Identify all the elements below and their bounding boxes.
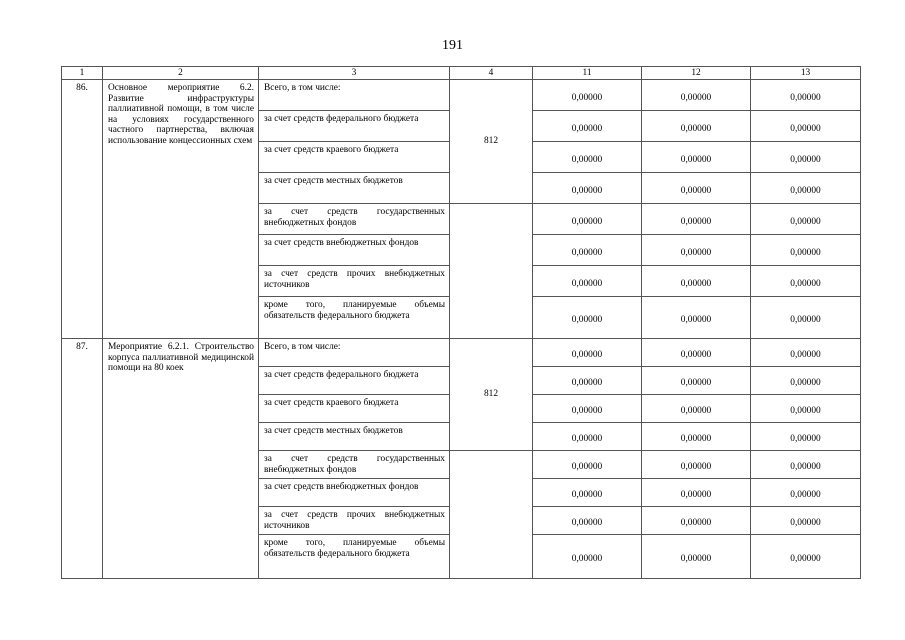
value-col-12: 0,00000 bbox=[642, 367, 751, 395]
value-col-13: 0,00000 bbox=[751, 173, 861, 204]
activity-description: Мероприятие 6.2.1. Строительство корпуса паллиативной медицинской помощи на 80 коек bbox=[103, 339, 259, 579]
header-col-1: 1 bbox=[62, 67, 103, 80]
value-col-11: 0,00000 bbox=[533, 535, 642, 579]
header-col-4: 4 bbox=[450, 67, 533, 80]
activity-description: Основное мероприятие 6.2. Развитие инфраструктуры паллиативной помощи, в том числе на условиях государственного частного партнерства, включая использование концессионных схем bbox=[103, 80, 259, 339]
budget-code: 812 bbox=[450, 80, 533, 204]
value-col-11: 0,00000 bbox=[533, 297, 642, 339]
funding-source-label: за счет средств местных бюджетов bbox=[259, 173, 450, 204]
value-col-12: 0,00000 bbox=[642, 142, 751, 173]
funding-source-label: за счет средств местных бюджетов bbox=[259, 423, 450, 451]
value-col-12: 0,00000 bbox=[642, 395, 751, 423]
table-row bbox=[62, 339, 861, 367]
row-number: 86. bbox=[62, 80, 103, 339]
funding-source-label: кроме того, планируемые объемы обязательств федерального бюджета bbox=[259, 297, 450, 339]
funding-source-label: за счет средств внебюджетных фондов bbox=[259, 479, 450, 507]
value-col-13: 0,00000 bbox=[751, 266, 861, 297]
header-col-3: 3 bbox=[259, 67, 450, 80]
value-col-13: 0,00000 bbox=[751, 423, 861, 451]
value-col-11: 0,00000 bbox=[533, 395, 642, 423]
value-col-11: 0,00000 bbox=[533, 142, 642, 173]
value-col-13: 0,00000 bbox=[751, 339, 861, 367]
value-col-12: 0,00000 bbox=[642, 173, 751, 204]
value-col-13: 0,00000 bbox=[751, 297, 861, 339]
value-col-12: 0,00000 bbox=[642, 451, 751, 479]
table-row bbox=[62, 80, 861, 111]
value-col-12: 0,00000 bbox=[642, 535, 751, 579]
value-col-12: 0,00000 bbox=[642, 266, 751, 297]
row-number: 87. bbox=[62, 339, 103, 579]
value-col-12: 0,00000 bbox=[642, 297, 751, 339]
value-col-11: 0,00000 bbox=[533, 479, 642, 507]
funding-source-label: Всего, в том числе: bbox=[259, 80, 450, 111]
value-col-11: 0,00000 bbox=[533, 266, 642, 297]
value-col-13: 0,00000 bbox=[751, 111, 861, 142]
value-col-11: 0,00000 bbox=[533, 204, 642, 235]
funding-source-label: за счет средств прочих внебюджетных источников bbox=[259, 507, 450, 535]
page-number: 191 bbox=[442, 38, 463, 53]
funding-source-label: за счет средств прочих внебюджетных источников bbox=[259, 266, 450, 297]
budget-code-empty bbox=[450, 451, 533, 579]
value-col-11: 0,00000 bbox=[533, 507, 642, 535]
header-col-11: 11 bbox=[533, 67, 642, 80]
header-row bbox=[62, 67, 861, 80]
value-col-13: 0,00000 bbox=[751, 535, 861, 579]
budget-code-empty bbox=[450, 204, 533, 339]
value-col-13: 0,00000 bbox=[751, 395, 861, 423]
budget-code: 812 bbox=[450, 339, 533, 451]
value-col-13: 0,00000 bbox=[751, 479, 861, 507]
value-col-13: 0,00000 bbox=[751, 235, 861, 266]
header-col-2: 2 bbox=[103, 67, 259, 80]
value-col-11: 0,00000 bbox=[533, 235, 642, 266]
funding-source-label: за счет средств краевого бюджета bbox=[259, 395, 450, 423]
funding-source-label: за счет средств краевого бюджета bbox=[259, 142, 450, 173]
value-col-11: 0,00000 bbox=[533, 80, 642, 111]
funding-source-label: Всего, в том числе: bbox=[259, 339, 450, 367]
value-col-12: 0,00000 bbox=[642, 80, 751, 111]
funding-source-label: за счет средств государственных внебюджетных фондов bbox=[259, 204, 450, 235]
value-col-11: 0,00000 bbox=[533, 423, 642, 451]
value-col-11: 0,00000 bbox=[533, 173, 642, 204]
value-col-11: 0,00000 bbox=[533, 339, 642, 367]
value-col-11: 0,00000 bbox=[533, 451, 642, 479]
value-col-11: 0,00000 bbox=[533, 367, 642, 395]
header-col-13: 13 bbox=[751, 67, 861, 80]
value-col-11: 0,00000 bbox=[533, 111, 642, 142]
table-header bbox=[62, 67, 861, 80]
funding-source-label: кроме того, планируемые объемы обязательств федерального бюджета bbox=[259, 535, 450, 579]
funding-source-label: за счет средств федерального бюджета bbox=[259, 111, 450, 142]
value-col-13: 0,00000 bbox=[751, 507, 861, 535]
budget-table bbox=[61, 66, 861, 579]
funding-source-label: за счет средств федерального бюджета bbox=[259, 367, 450, 395]
table-body bbox=[62, 80, 861, 579]
value-col-13: 0,00000 bbox=[751, 142, 861, 173]
value-col-12: 0,00000 bbox=[642, 111, 751, 142]
value-col-12: 0,00000 bbox=[642, 423, 751, 451]
value-col-12: 0,00000 bbox=[642, 204, 751, 235]
value-col-12: 0,00000 bbox=[642, 235, 751, 266]
funding-source-label: за счет средств внебюджетных фондов bbox=[259, 235, 450, 266]
value-col-13: 0,00000 bbox=[751, 80, 861, 111]
value-col-13: 0,00000 bbox=[751, 451, 861, 479]
header-col-12: 12 bbox=[642, 67, 751, 80]
value-col-13: 0,00000 bbox=[751, 204, 861, 235]
value-col-13: 0,00000 bbox=[751, 367, 861, 395]
value-col-12: 0,00000 bbox=[642, 507, 751, 535]
funding-source-label: за счет средств государственных внебюджетных фондов bbox=[259, 451, 450, 479]
value-col-12: 0,00000 bbox=[642, 339, 751, 367]
value-col-12: 0,00000 bbox=[642, 479, 751, 507]
